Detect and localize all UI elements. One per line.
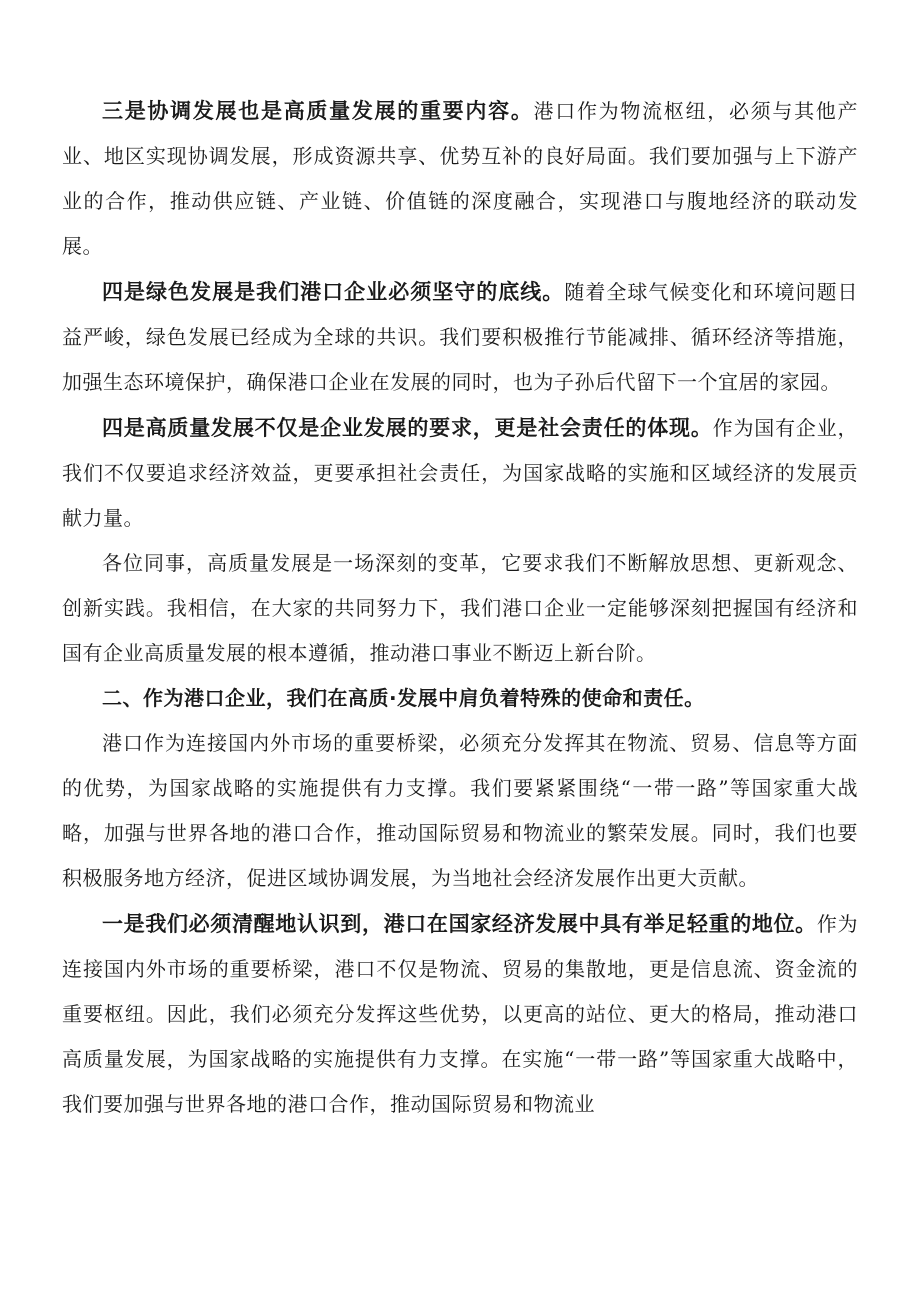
paragraph-body: 港口作为连接国内外市场的重要桥梁，必须充分发挥其在物流、贸易、信息等方面的优势，为国家战略的实施提供有力支撑。我们要紧紧围绕“一带一路”等国家重大战略，加强与世界各地的港口合作，推动国际贸易和物流业的繁荣发展。同时，我们也要积极服务地方经济，促进区域协调发展，为当地社会经济发展作出更大贡献。 [62,731,858,890]
paragraph-body: 作为连接国内外市场的重要桥梁，港口不仅是物流、贸易的集散地，更是信息流、资金流的重要枢纽。因此，我们必须充分发挥这些优势，以更高的站位、更大的格局，推动港口高质量发展，为国家战略的实施提供有力支撑。在实施“一带一路”等国家重大战略中，我们要加强与世界各地的港口合作，推动国际贸易和物流业 [62,912,859,1116]
paragraph-body: 作为国有企业，我们不仅要追求经济效益，更要承担社会责任，为国家战略的实施和区域经济的发展贡献力量。 [62,416,859,530]
paragraph-social-responsibility [62,405,858,541]
paragraph-port-bridge [62,721,858,901]
paragraph-lead: 一是我们必须清醒地认识到，港口在国家经济发展中具有举足轻重的地位。 [102,911,817,936]
paragraph-closing-remarks [62,541,858,676]
paragraph-body: 各位同事，高质量发展是一场深刻的变革，它要求我们不断解放思想、更新观念、创新实践。我相信，在大家的共同努力下，我们港口企业一定能够深刻把握国有经济和国有企业高质量发展的根本遵循，推动港口事业不断迈上新台阶。 [62,551,858,665]
paragraph-lead: 四是绿色发展是我们港口企业必须坚守的底线。 [102,279,565,304]
paragraph-body: 随着全球气候变化和环境问题日益严峻，绿色发展已经成为全球的共识。我们要积极推行节能减排、循环经济等措施，加强生态环境保护，确保港口企业在发展的同时，也为子孙后代留下一个宜居的家园。 [62,280,859,394]
section-heading: 二、作为港口企业，我们在高质·发展中肩负着特殊的使命和责任。 [102,686,705,710]
paragraph-body: 港口作为物流枢纽，必须与其他产业、地区实现协调发展，形成资源共享、优势互补的良好局面。我们要加强与上下游产业的合作，推动供应链、产业链、价值链的深度融合，实现港口与腹地经济的联动发展。 [62,99,859,258]
paragraph-port-status [62,901,858,1127]
paragraph-lead: 四是高质量发展不仅是企业发展的要求，更是社会责任的体现。 [102,415,713,440]
paragraph-green-development [62,269,858,405]
paragraph-coordinated-development [62,88,858,269]
paragraph-lead: 三是协调发展也是高质量发展的重要内容。 [102,98,534,123]
